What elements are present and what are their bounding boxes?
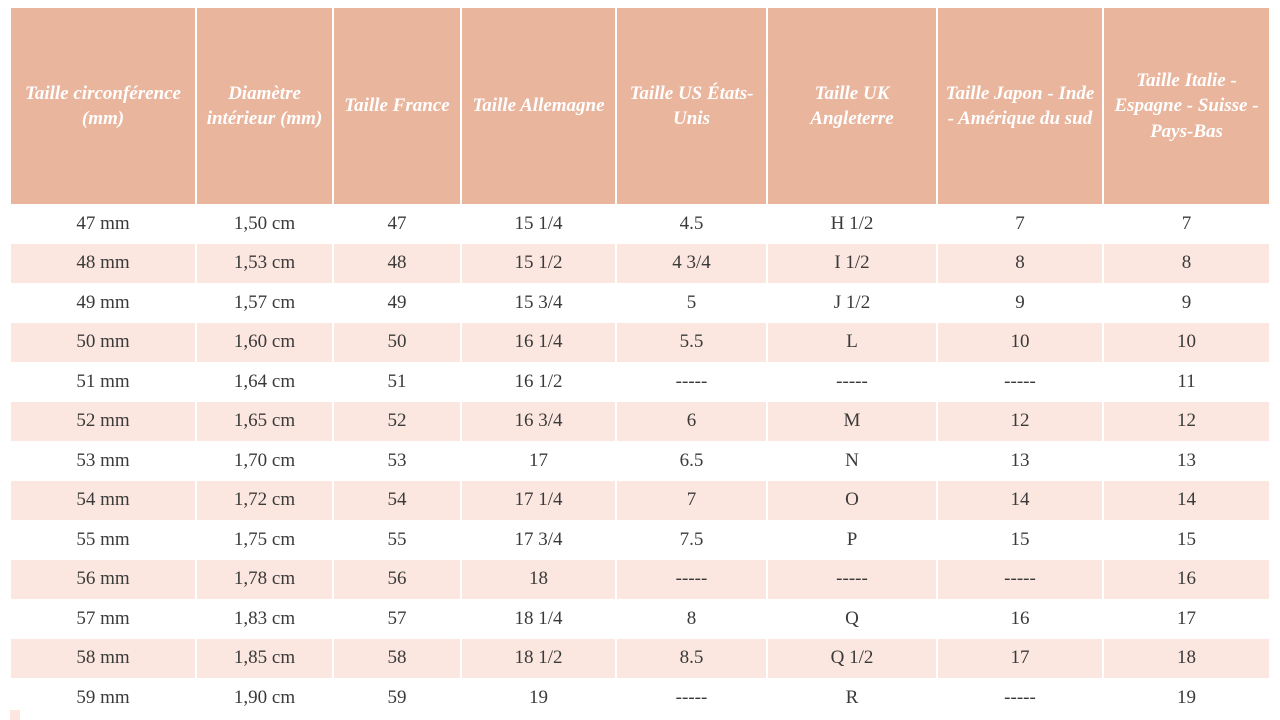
cell-france: 50	[333, 323, 461, 363]
cell-uk: Q	[767, 599, 937, 639]
column-header-us: Taille US États-Unis	[616, 8, 767, 204]
cell-uk: Q 1/2	[767, 639, 937, 679]
cell-uk: O	[767, 481, 937, 521]
cell-japan: 7	[937, 204, 1103, 244]
cell-japan: 9	[937, 283, 1103, 323]
column-header-italy-spain-switzerland-netherlands: Taille Italie - Espagne - Suisse - Pays-Bas	[1103, 8, 1269, 204]
cell-france: 52	[333, 402, 461, 442]
table-row	[11, 678, 1269, 718]
cell-italy: 7	[1103, 204, 1269, 244]
cell-france: 54	[333, 481, 461, 521]
cell-germany: 16 1/4	[461, 323, 616, 363]
cell-uk: -----	[767, 560, 937, 600]
cell-inner-diameter: 1,72 cm	[196, 481, 333, 521]
cell-us: 8.5	[616, 639, 767, 679]
table-row	[11, 441, 1269, 481]
cell-japan: -----	[937, 560, 1103, 600]
cell-us: -----	[616, 362, 767, 402]
cell-italy: 17	[1103, 599, 1269, 639]
cell-italy: 19	[1103, 678, 1269, 718]
cell-japan: -----	[937, 678, 1103, 718]
cell-germany: 17 1/4	[461, 481, 616, 521]
cell-circumference: 47 mm	[11, 204, 196, 244]
table-row	[11, 204, 1269, 244]
table-row	[11, 283, 1269, 323]
cell-france: 47	[333, 204, 461, 244]
table-row	[11, 362, 1269, 402]
cell-inner-diameter: 1,53 cm	[196, 244, 333, 284]
cell-japan: -----	[937, 362, 1103, 402]
cell-us: 6.5	[616, 441, 767, 481]
cell-inner-diameter: 1,57 cm	[196, 283, 333, 323]
cell-inner-diameter: 1,83 cm	[196, 599, 333, 639]
cell-germany: 17 3/4	[461, 520, 616, 560]
table-row	[11, 402, 1269, 442]
cell-france: 51	[333, 362, 461, 402]
cell-france: 59	[333, 678, 461, 718]
cell-inner-diameter: 1,70 cm	[196, 441, 333, 481]
column-header-france: Taille France	[333, 8, 461, 204]
cell-japan: 16	[937, 599, 1103, 639]
table-row	[11, 323, 1269, 363]
cell-circumference: 53 mm	[11, 441, 196, 481]
cell-inner-diameter: 1,90 cm	[196, 678, 333, 718]
cell-us: 8	[616, 599, 767, 639]
cell-inner-diameter: 1,50 cm	[196, 204, 333, 244]
cell-germany: 15 1/2	[461, 244, 616, 284]
cell-uk: P	[767, 520, 937, 560]
cell-uk: R	[767, 678, 937, 718]
cell-germany: 15 3/4	[461, 283, 616, 323]
cell-germany: 17	[461, 441, 616, 481]
cell-france: 58	[333, 639, 461, 679]
cell-france: 48	[333, 244, 461, 284]
ring-size-table	[11, 8, 1269, 718]
cell-france: 55	[333, 520, 461, 560]
cell-uk: H 1/2	[767, 204, 937, 244]
table-corner-mark	[10, 710, 20, 720]
cell-italy: 18	[1103, 639, 1269, 679]
cell-france: 53	[333, 441, 461, 481]
cell-us: 4.5	[616, 204, 767, 244]
cell-us: 7.5	[616, 520, 767, 560]
cell-circumference: 54 mm	[11, 481, 196, 521]
cell-circumference: 48 mm	[11, 244, 196, 284]
cell-japan: 12	[937, 402, 1103, 442]
cell-circumference: 55 mm	[11, 520, 196, 560]
cell-us: 5	[616, 283, 767, 323]
cell-uk: J 1/2	[767, 283, 937, 323]
cell-japan: 14	[937, 481, 1103, 521]
cell-uk: N	[767, 441, 937, 481]
cell-circumference: 57 mm	[11, 599, 196, 639]
cell-france: 57	[333, 599, 461, 639]
table-row	[11, 520, 1269, 560]
cell-germany: 18	[461, 560, 616, 600]
table-header-row	[11, 8, 1269, 204]
cell-italy: 8	[1103, 244, 1269, 284]
cell-france: 56	[333, 560, 461, 600]
cell-us: -----	[616, 678, 767, 718]
cell-uk: M	[767, 402, 937, 442]
cell-france: 49	[333, 283, 461, 323]
cell-us: -----	[616, 560, 767, 600]
cell-japan: 10	[937, 323, 1103, 363]
cell-uk: -----	[767, 362, 937, 402]
table-row	[11, 639, 1269, 679]
cell-japan: 17	[937, 639, 1103, 679]
cell-us: 5.5	[616, 323, 767, 363]
cell-us: 4 3/4	[616, 244, 767, 284]
column-header-japan-india-southamerica: Taille Japon - Inde - Amérique du sud	[937, 8, 1103, 204]
cell-inner-diameter: 1,78 cm	[196, 560, 333, 600]
cell-circumference: 50 mm	[11, 323, 196, 363]
cell-circumference: 49 mm	[11, 283, 196, 323]
cell-circumference: 51 mm	[11, 362, 196, 402]
cell-us: 7	[616, 481, 767, 521]
cell-italy: 10	[1103, 323, 1269, 363]
cell-japan: 8	[937, 244, 1103, 284]
table-row	[11, 599, 1269, 639]
cell-uk: I 1/2	[767, 244, 937, 284]
cell-germany: 16 1/2	[461, 362, 616, 402]
table-row	[11, 244, 1269, 284]
cell-germany: 18 1/4	[461, 599, 616, 639]
cell-italy: 16	[1103, 560, 1269, 600]
cell-inner-diameter: 1,65 cm	[196, 402, 333, 442]
table-row	[11, 481, 1269, 521]
column-header-inner-diameter: Diamètre intérieur (mm)	[196, 8, 333, 204]
cell-inner-diameter: 1,85 cm	[196, 639, 333, 679]
cell-circumference: 58 mm	[11, 639, 196, 679]
cell-inner-diameter: 1,60 cm	[196, 323, 333, 363]
cell-germany: 19	[461, 678, 616, 718]
cell-italy: 9	[1103, 283, 1269, 323]
cell-italy: 14	[1103, 481, 1269, 521]
cell-italy: 12	[1103, 402, 1269, 442]
column-header-uk: Taille UK Angleterre	[767, 8, 937, 204]
column-header-circumference: Taille circonférence (mm)	[11, 8, 196, 204]
cell-italy: 11	[1103, 362, 1269, 402]
cell-us: 6	[616, 402, 767, 442]
cell-germany: 18 1/2	[461, 639, 616, 679]
cell-germany: 16 3/4	[461, 402, 616, 442]
cell-circumference: 56 mm	[11, 560, 196, 600]
cell-japan: 13	[937, 441, 1103, 481]
cell-italy: 13	[1103, 441, 1269, 481]
cell-germany: 15 1/4	[461, 204, 616, 244]
table-row	[11, 560, 1269, 600]
cell-italy: 15	[1103, 520, 1269, 560]
cell-inner-diameter: 1,64 cm	[196, 362, 333, 402]
cell-inner-diameter: 1,75 cm	[196, 520, 333, 560]
cell-circumference: 59 mm	[11, 678, 196, 718]
cell-circumference: 52 mm	[11, 402, 196, 442]
cell-uk: L	[767, 323, 937, 363]
column-header-germany: Taille Allemagne	[461, 8, 616, 204]
cell-japan: 15	[937, 520, 1103, 560]
